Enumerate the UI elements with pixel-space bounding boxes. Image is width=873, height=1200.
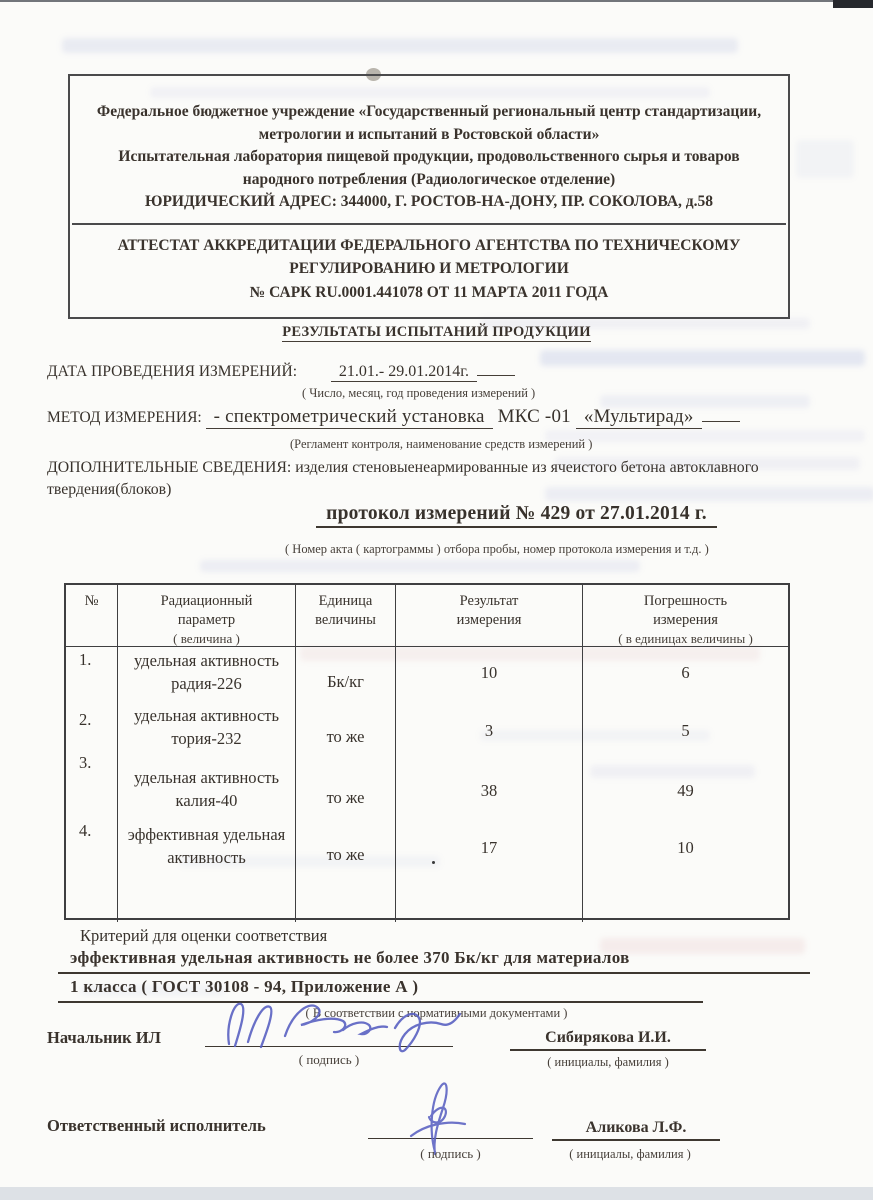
lab-name: Испытательная лаборатория пищевой продукции, продовольственного сырья и товаров народного потребления (Радиологическое отделение) [118, 148, 740, 188]
letterhead-top [70, 76, 788, 223]
scan-edge-tab [833, 0, 873, 8]
row-unit: то же [296, 813, 396, 922]
underline-tail [702, 407, 740, 422]
col-title: Единица величины [315, 593, 376, 628]
parameter-line1: удельная активность [133, 706, 280, 725]
signature-name-hint: ( инициалы, фамилия ) [547, 1055, 669, 1069]
signature-name-head-of-lab: Сибирякова И.И. [510, 1029, 706, 1051]
additional-value: изделия стеновыенеармированные из ячеистого бетона автоклавного твердения(блоков) [47, 459, 759, 498]
col-header-num [66, 585, 118, 647]
parameter-line2: радия-226 [171, 674, 242, 693]
scan-speck [432, 861, 435, 864]
org-name: Федеральное бюджетное учреждение «Государственный региональный центр стандартизации, метрологии и испытаний в Ростовской области» [96, 103, 762, 143]
criteria-line1: эффективная удельная активность не более 370 Бк/кг для материалов [58, 948, 810, 974]
col-title: Результат измерения [456, 593, 522, 628]
method-label: МЕТОД ИЗМЕРЕНИЯ: [47, 409, 202, 426]
accreditation-number: № САРК RU.0001.441078 ОТ 11 МАРТА 2011 ГОДА [249, 283, 609, 301]
signature-hint: ( подпись ) [420, 1146, 481, 1161]
method-value-underlined-1: - спектрометрический установка [206, 406, 493, 429]
parameter-line1: удельная активность [133, 768, 280, 787]
row-parameter [118, 647, 296, 704]
underline-tail [477, 361, 515, 376]
protocol-value: протокол измерений № 429 от 27.01.2014 г. [316, 503, 717, 528]
col-header-unit [296, 585, 396, 647]
row-error: 5 [681, 721, 690, 740]
additional-label: ДОПОЛНИТЕЛЬНЫЕ СВЕДЕНИЯ: [47, 459, 292, 476]
col-title: Погрешность измерения [643, 593, 728, 628]
row-num: 1. [66, 647, 118, 704]
protocol-number-row [160, 503, 873, 525]
col-title: Радиационный параметр [160, 593, 253, 628]
row-parameter [118, 751, 296, 813]
row-num: 2. [66, 704, 118, 751]
row-result: 3 [396, 704, 583, 751]
row-result: 10 [396, 647, 583, 704]
criteria-hint: ( В соответствии с нормативными документами ) [305, 1006, 568, 1020]
row-error: 6 [681, 663, 690, 682]
criteria-line2: 1 класса ( ГОСТ 30108 - 94, Приложение А ) [58, 977, 703, 1003]
row-num: 3. [66, 751, 118, 813]
accreditation-line: АТТЕСТАТ АККРЕДИТАЦИИ ФЕДЕРАЛЬНОГО АГЕНТСТВА ПО ТЕХНИЧЕСКОМУ РЕГУЛИРОВАНИЮ И МЕТРОЛОГИИ [117, 236, 741, 277]
signature-line [368, 1096, 533, 1139]
row-unit: Бк/кг [296, 647, 396, 704]
legal-address: ЮРИДИЧЕСКИЙ АДРЕС: 344000, Г. РОСТОВ-НА-ДОНУ, ПР. СОКОЛОВА, д.58 [145, 193, 713, 210]
signature-name-hint: ( инициалы, фамилия ) [569, 1147, 691, 1161]
method-value-underlined-2: «Мультирад» [576, 406, 702, 429]
parameter-line1: удельная активность [133, 651, 280, 670]
row-result: 38 [396, 751, 583, 813]
col-header-result [396, 585, 583, 647]
letterhead-accreditation [70, 225, 788, 318]
row-parameter [118, 813, 296, 922]
signature-role-head-of-lab: Начальник ИЛ [47, 1028, 161, 1047]
col-header-error [583, 585, 788, 647]
col-hint: ( в единицах величины ) [618, 631, 753, 646]
col-hint: ( величина ) [173, 631, 240, 646]
signature-hint: ( подпись ) [298, 1052, 360, 1067]
row-parameter [118, 704, 296, 751]
signature-name-executor: Аликова Л.Ф. [552, 1119, 720, 1141]
page-title-text: РЕЗУЛЬТАТЫ ИСПЫТАНИЙ ПРОДУКЦИИ [282, 324, 591, 340]
signature-role-executor: Ответственный исполнитель [47, 1116, 266, 1135]
parameter-line2: активность [167, 848, 246, 867]
results-table [64, 583, 790, 920]
row-unit: то же [296, 704, 396, 751]
parameter-line2: тория-232 [171, 729, 242, 748]
letterhead-box [68, 74, 790, 319]
row-result: 17 [396, 813, 583, 922]
parameter-line2: калия-40 [175, 791, 238, 810]
parameter-line1: эффективная удельная [127, 825, 286, 844]
date-value: 21.01.- 29.01.2014г. [331, 363, 477, 382]
method-hint: (Регламент контроля, наименование средств измерений ) [290, 437, 593, 451]
scan-edge-line [0, 0, 873, 2]
row-unit: то же [296, 751, 396, 813]
measurement-date-row [47, 361, 515, 381]
row-error: 10 [677, 838, 694, 857]
protocol-hint: ( Номер акта ( картограммы ) отбора пробы, номер протокола измерения и т.д. ) [285, 542, 709, 556]
method-value-plain: МКС -01 [492, 406, 576, 427]
col-title: № [84, 593, 99, 609]
row-error: 49 [677, 781, 694, 800]
date-label: ДАТА ПРОВЕДЕНИЯ ИЗМЕРЕНИЙ: [47, 363, 297, 380]
signature-line [205, 1000, 453, 1047]
scan-bottom-edge [0, 1187, 873, 1200]
date-hint: ( Число, месяц, год проведения измерений ) [302, 386, 536, 400]
row-num: 4. [66, 813, 118, 922]
criteria-label: Критерий для оценки соответствия [80, 926, 328, 945]
page-title [0, 324, 873, 341]
col-header-parameter [118, 585, 296, 647]
measurement-method-row [47, 406, 740, 428]
additional-info-row [47, 457, 771, 501]
